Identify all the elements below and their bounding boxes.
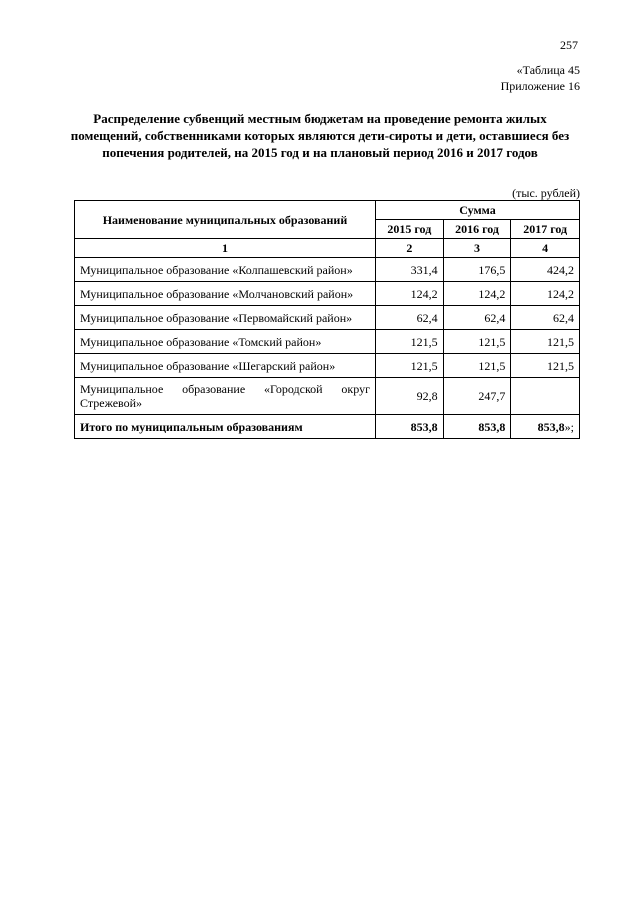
closing-quote-suffix: »; [564, 419, 574, 434]
total-value-2017-cell [511, 415, 580, 439]
document-title: Распределение субвенций местным бюджетам на проведение ремонта жилых помещений, собственниками которых являются дети-сироты и дети, оставшиеся без попечения родителей, на 2015 год и на плановый период 2016 и 2017 годов [70, 111, 570, 160]
row-value-2015: 62,4 [375, 306, 443, 330]
subvention-table [74, 200, 580, 439]
row-value-2016: 121,5 [443, 330, 511, 354]
row-value-2016: 247,7 [443, 378, 511, 415]
row-value-2017: 62,4 [511, 306, 580, 330]
row-value-2016: 121,5 [443, 354, 511, 378]
row-name: Муниципальное образование «Томский район» [75, 330, 376, 354]
row-value-2015: 92,8 [375, 378, 443, 415]
page-number: 257 [560, 38, 578, 52]
table-row [75, 330, 580, 354]
row-name: Муниципальное образование «Первомайский район» [75, 306, 376, 330]
column-number-3: 3 [443, 239, 511, 258]
table-row [75, 354, 580, 378]
header-row [75, 201, 580, 220]
header-year-2016: 2016 год [443, 220, 511, 239]
column-number-row [75, 239, 580, 258]
row-value-2016: 62,4 [443, 306, 511, 330]
row-value-2017 [511, 378, 580, 415]
column-number-4: 4 [511, 239, 580, 258]
total-value-2016: 853,8 [443, 415, 511, 439]
row-value-2017: 424,2 [511, 258, 580, 282]
row-value-2015: 124,2 [375, 282, 443, 306]
table-row [75, 378, 580, 415]
row-value-2015: 331,4 [375, 258, 443, 282]
total-row [75, 415, 580, 439]
appendix-label: Приложение 16 [500, 79, 580, 93]
total-label: Итого по муниципальным образованиям [75, 415, 376, 439]
total-value-2017: 853,8 [537, 419, 565, 434]
row-value-2015: 121,5 [375, 330, 443, 354]
table-row [75, 258, 580, 282]
table-label: «Таблица 45 [516, 63, 580, 77]
row-value-2016: 124,2 [443, 282, 511, 306]
header-sum: Сумма [375, 201, 579, 220]
column-number-2: 2 [375, 239, 443, 258]
row-value-2017: 124,2 [511, 282, 580, 306]
table-row [75, 306, 580, 330]
header-year-2017: 2017 год [511, 220, 580, 239]
row-name: Муниципальное образование «Шегарский район» [75, 354, 376, 378]
row-value-2017: 121,5 [511, 330, 580, 354]
row-value-2017: 121,5 [511, 354, 580, 378]
table-row [75, 282, 580, 306]
column-number-1: 1 [75, 239, 376, 258]
row-name: Муниципальное образование «Колпашевский район» [75, 258, 376, 282]
appendix-block [501, 62, 580, 94]
units-label: (тыс. рублей) [512, 186, 580, 200]
row-value-2016: 176,5 [443, 258, 511, 282]
header-year-2015: 2015 год [375, 220, 443, 239]
total-value-2015: 853,8 [375, 415, 443, 439]
row-value-2015: 121,5 [375, 354, 443, 378]
row-name: Муниципальное образование «Городской округ Стрежевой» [75, 378, 376, 415]
row-name: Муниципальное образование «Молчановский район» [75, 282, 376, 306]
header-name: Наименование муниципальных образований [75, 201, 376, 239]
